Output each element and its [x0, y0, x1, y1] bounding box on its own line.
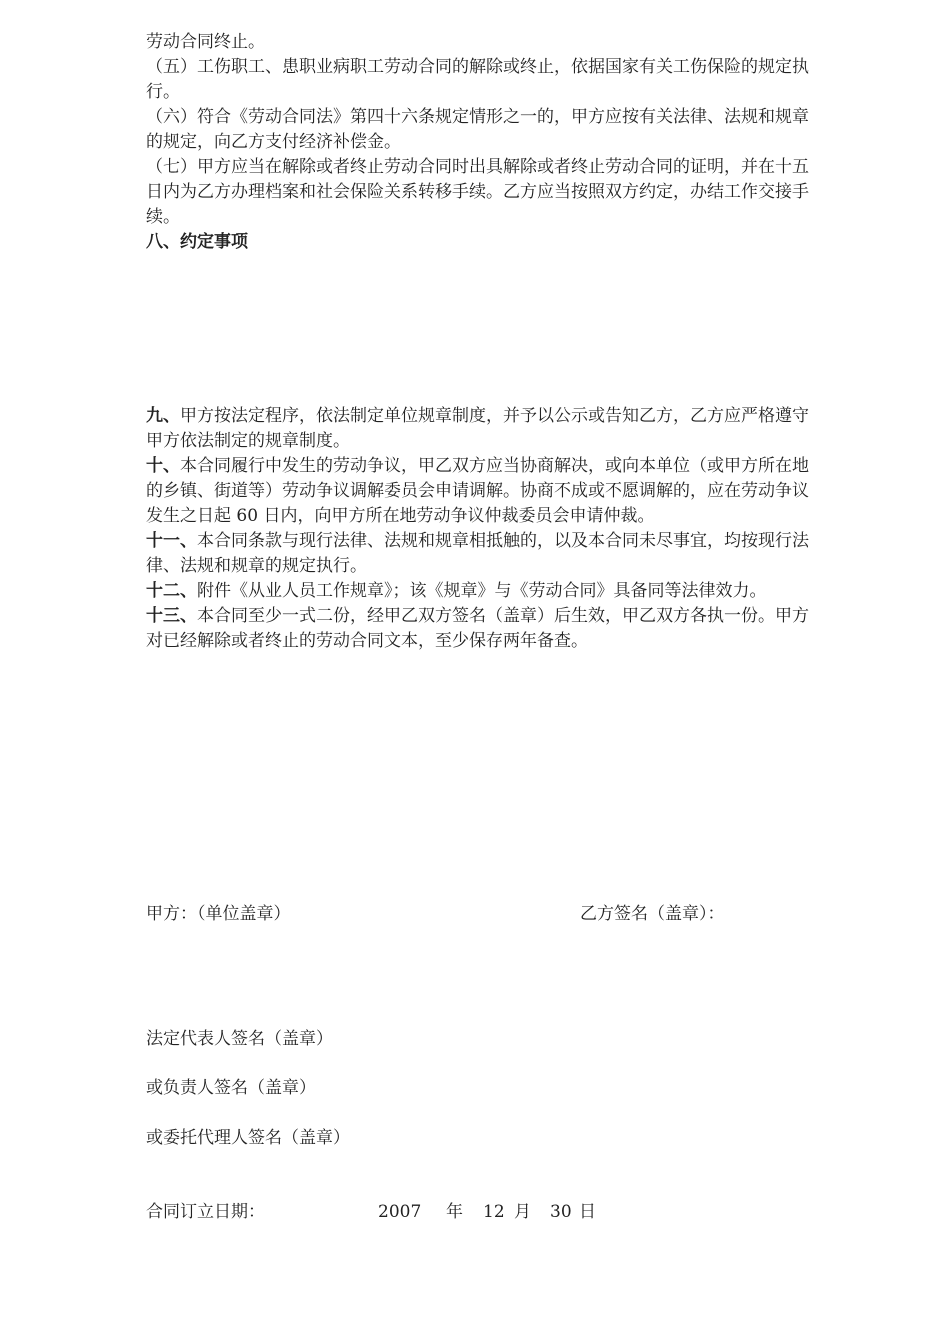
authorized-agent-signature-label: 或委托代理人签名（盖章）: [146, 1128, 350, 1148]
clause-text: 甲方按法定程序，依法制定单位规章制度，并予以公示或告知乙方，乙方应严格遵守甲方依法制定的规章制度。: [146, 406, 809, 451]
contract-date-year: 2007: [378, 1202, 422, 1222]
party-a-signature-label: 甲方：（单位盖章）: [146, 904, 291, 924]
contract-date-line: [146, 1200, 646, 1225]
paragraph-item-5: （五）工伤职工、患职业病职工劳动合同的解除或终止，依据国家有关工伤保险的规定执行。: [146, 57, 809, 102]
contract-date-day-unit: 日: [579, 1202, 596, 1222]
termination-clauses: [146, 30, 820, 255]
clause-11: [146, 529, 820, 579]
contract-date-month: 12: [483, 1202, 505, 1222]
responsible-person-signature-label: 或负责人签名（盖章）: [146, 1078, 316, 1098]
contract-date-month-unit: 月: [514, 1202, 531, 1222]
contract-date-year-unit: 年: [446, 1202, 463, 1222]
paragraph-item-6: （六）符合《劳动合同法》第四十六条规定情形之一的，甲方应按有关法律、法规和规章的规定，向乙方支付经济补偿金。: [146, 107, 809, 152]
clause-13: [146, 604, 820, 654]
clauses-block: [146, 404, 820, 654]
clause-12: [146, 579, 820, 604]
clause-lead: 九、: [146, 406, 180, 426]
paragraph-termination-end: 劳动合同终止。: [146, 32, 265, 52]
clause-lead: 十三、: [146, 606, 197, 626]
clause-10: [146, 454, 820, 529]
clause-lead: 十、: [146, 456, 180, 476]
contract-date-label: 合同订立日期：: [146, 1202, 265, 1222]
section-8-heading: 八、约定事项: [146, 232, 248, 252]
clause-lead: 十一、: [146, 531, 197, 551]
legal-representative-signature-label: 法定代表人签名（盖章）: [146, 1029, 333, 1049]
clause-text: 附件《从业人员工作规章》；该《规章》与《劳动合同》具备同等法律效力。: [197, 581, 767, 601]
clause-text: 本合同条款与现行法律、法规和规章相抵触的，以及本合同未尽事宜，均按现行法律、法规和规章的规定执行。: [146, 531, 809, 576]
clause-9: [146, 404, 820, 454]
clause-lead: 十二、: [146, 581, 197, 601]
clause-text: 本合同至少一式二份，经甲乙双方签名（盖章）后生效，甲乙双方各执一份。甲方对已经解除或者终止的劳动合同文本，至少保存两年备查。: [146, 606, 809, 651]
party-b-signature-label: 乙方签名（盖章）：: [580, 904, 725, 924]
paragraph-item-7: （七）甲方应当在解除或者终止劳动合同时出具解除或者终止劳动合同的证明，并在十五日内为乙方办理档案和社会保险关系转移手续。乙方应当按照双方约定，办结工作交接手续。: [146, 157, 809, 227]
contract-date-day: 30: [550, 1202, 572, 1222]
clause-text: 本合同履行中发生的劳动争议，甲乙双方应当协商解决，或向本单位（或甲方所在地的乡镇、街道等）劳动争议调解委员会申请调解。协商不成或不愿调解的，应在劳动争议发生之日起 60 日内，向甲方所在地劳动争议仲裁委员会申请仲裁。: [146, 456, 809, 526]
